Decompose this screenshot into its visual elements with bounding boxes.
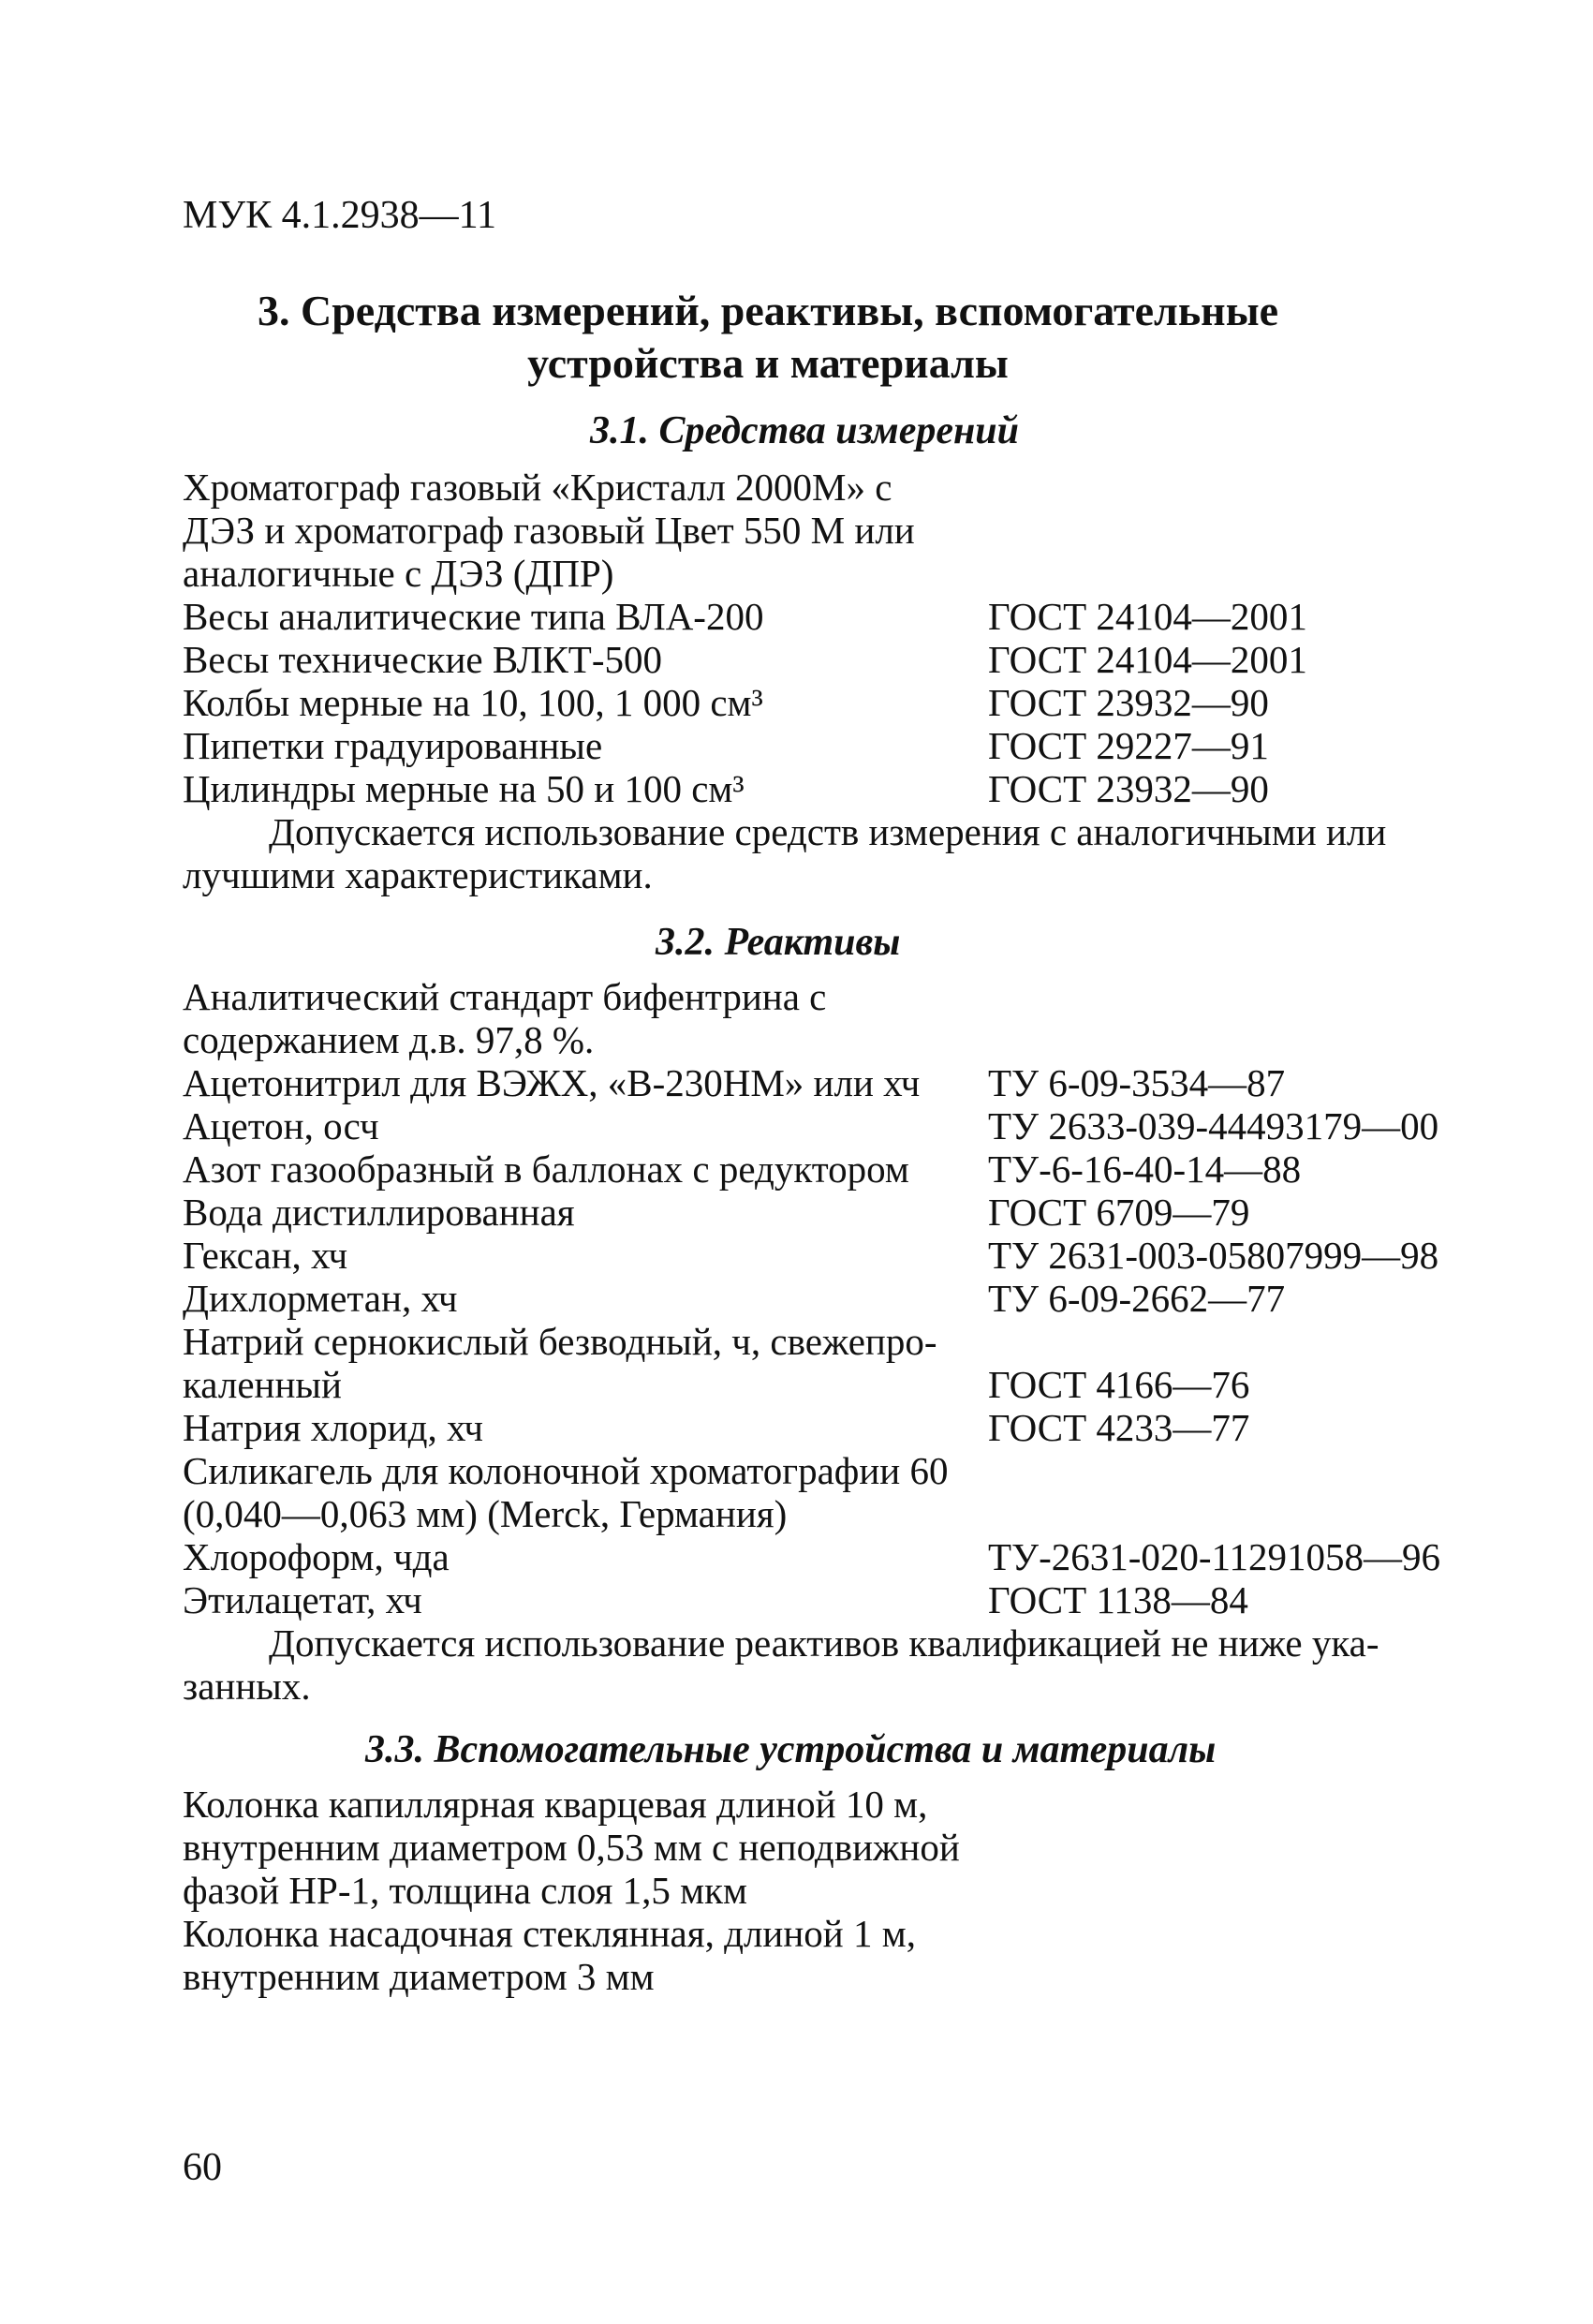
aux-line: Колонка капиллярная кварцевая длиной 10 м, (183, 1783, 928, 1826)
reagent-row-standard: ТУ 6-09-3534—87 (988, 1061, 1286, 1104)
reagent-row-text: Ацетонитрил для ВЭЖХ, «В-230НМ» или хч (183, 1061, 921, 1104)
measurement-row-text: аналогичные с ДЭЗ (ДПР) (183, 552, 614, 595)
aux-line: Колонка насадочная стеклянная, длиной 1 м, (183, 1912, 916, 1955)
document-id: МУК 4.1.2938—11 (183, 194, 497, 237)
measurement-row-text: Пипетки градуированные (183, 724, 603, 767)
aux-line: внутренним диаметром 0,53 мм с неподвижной (183, 1826, 960, 1869)
reagent-row-standard: ТУ-6-16-40-14—88 (988, 1147, 1302, 1191)
reagent-row-text: Аналитический стандарт бифентрина с (183, 975, 827, 1018)
subsection-title-aux: 3.3. Вспомогательные устройства и материалы (365, 1728, 1217, 1771)
page-number: 60 (183, 2146, 222, 2189)
measurement-row-standard: ГОСТ 23932—90 (988, 767, 1269, 810)
measurement-row-text: Цилиндры мерные на 50 и 100 см³ (183, 767, 745, 810)
reagent-row-standard: ГОСТ 1138—84 (988, 1578, 1248, 1621)
reagent-row-text: (0,040—0,063 мм) (Merck, Германия) (183, 1492, 788, 1535)
measurement-row-text: ДЭЗ и хроматограф газовый Цвет 550 М или (183, 509, 915, 552)
reagent-row-standard: ГОСТ 4233—77 (988, 1406, 1250, 1449)
aux-line: фазой НР-1, толщина слоя 1,5 мкм (183, 1869, 747, 1912)
reagent-row-standard: ТУ 2631-003-05807999—98 (988, 1234, 1439, 1277)
reagent-row-standard: ГОСТ 4166—76 (988, 1363, 1250, 1406)
measurement-note-line-2: лучшими характеристиками. (183, 853, 653, 896)
reagent-row-text: Этилацетат, хч (183, 1578, 422, 1621)
measurement-row-standard: ГОСТ 29227—91 (988, 724, 1269, 767)
reagent-row-standard: ГОСТ 6709—79 (988, 1191, 1250, 1234)
measurement-row-text: Весы аналитические типа ВЛА-200 (183, 595, 764, 638)
reagents-note-line-1: Допускается использование реактивов квалификацией не ниже ука- (269, 1621, 1379, 1665)
reagents-note-line-2: занных. (183, 1665, 311, 1708)
measurement-row-text: Колбы мерные на 10, 100, 1 000 см³ (183, 681, 763, 724)
section-title-line-2: устройства и материалы (527, 339, 1009, 387)
subsection-title-measurement: 3.1. Средства измерений (590, 409, 1020, 452)
reagent-row-text: Хлороформ, чда (183, 1535, 450, 1578)
reagent-row-text: Вода дистиллированная (183, 1191, 575, 1234)
reagent-row-text: Натрия хлорид, хч (183, 1406, 484, 1449)
reagent-row-text: Ацетон, осч (183, 1104, 379, 1147)
measurement-row-standard: ГОСТ 24104—2001 (988, 595, 1307, 638)
reagent-row-text: Гексан, хч (183, 1234, 348, 1277)
reagent-row-standard: ТУ-2631-020-11291058—96 (988, 1535, 1441, 1578)
reagent-row-text: Силикагель для колоночной хроматографии 60 (183, 1449, 949, 1492)
measurement-row-standard: ГОСТ 23932—90 (988, 681, 1269, 724)
reagent-row-text: содержанием д.в. 97,8 %. (183, 1018, 595, 1061)
measurement-row-text: Весы технические ВЛКТ-500 (183, 638, 662, 681)
aux-line: внутренним диаметром 3 мм (183, 1955, 655, 1998)
reagent-row-standard: ТУ 2633-039-44493179—00 (988, 1104, 1439, 1147)
section-title (183, 285, 1353, 390)
reagent-row-standard: ТУ 6-09-2662—77 (988, 1277, 1286, 1320)
reagent-row-text: каленный (183, 1363, 342, 1406)
reagent-row-text: Дихлорметан, хч (183, 1277, 458, 1320)
measurement-row-text: Хроматограф газовый «Кристалл 2000М» с (183, 466, 892, 509)
measurement-row-standard: ГОСТ 24104—2001 (988, 638, 1307, 681)
reagent-row-text: Азот газообразный в баллонах с редуктором (183, 1147, 909, 1191)
measurement-note-line-1: Допускается использование средств измерения с аналогичными или (269, 810, 1387, 853)
section-title-line-1: 3. Средства измерений, реактивы, вспомогательные (257, 287, 1279, 334)
subsection-title-reagents: 3.2. Реактивы (656, 921, 901, 964)
reagent-row-text: Натрий сернокислый безводный, ч, свежепро- (183, 1320, 937, 1363)
